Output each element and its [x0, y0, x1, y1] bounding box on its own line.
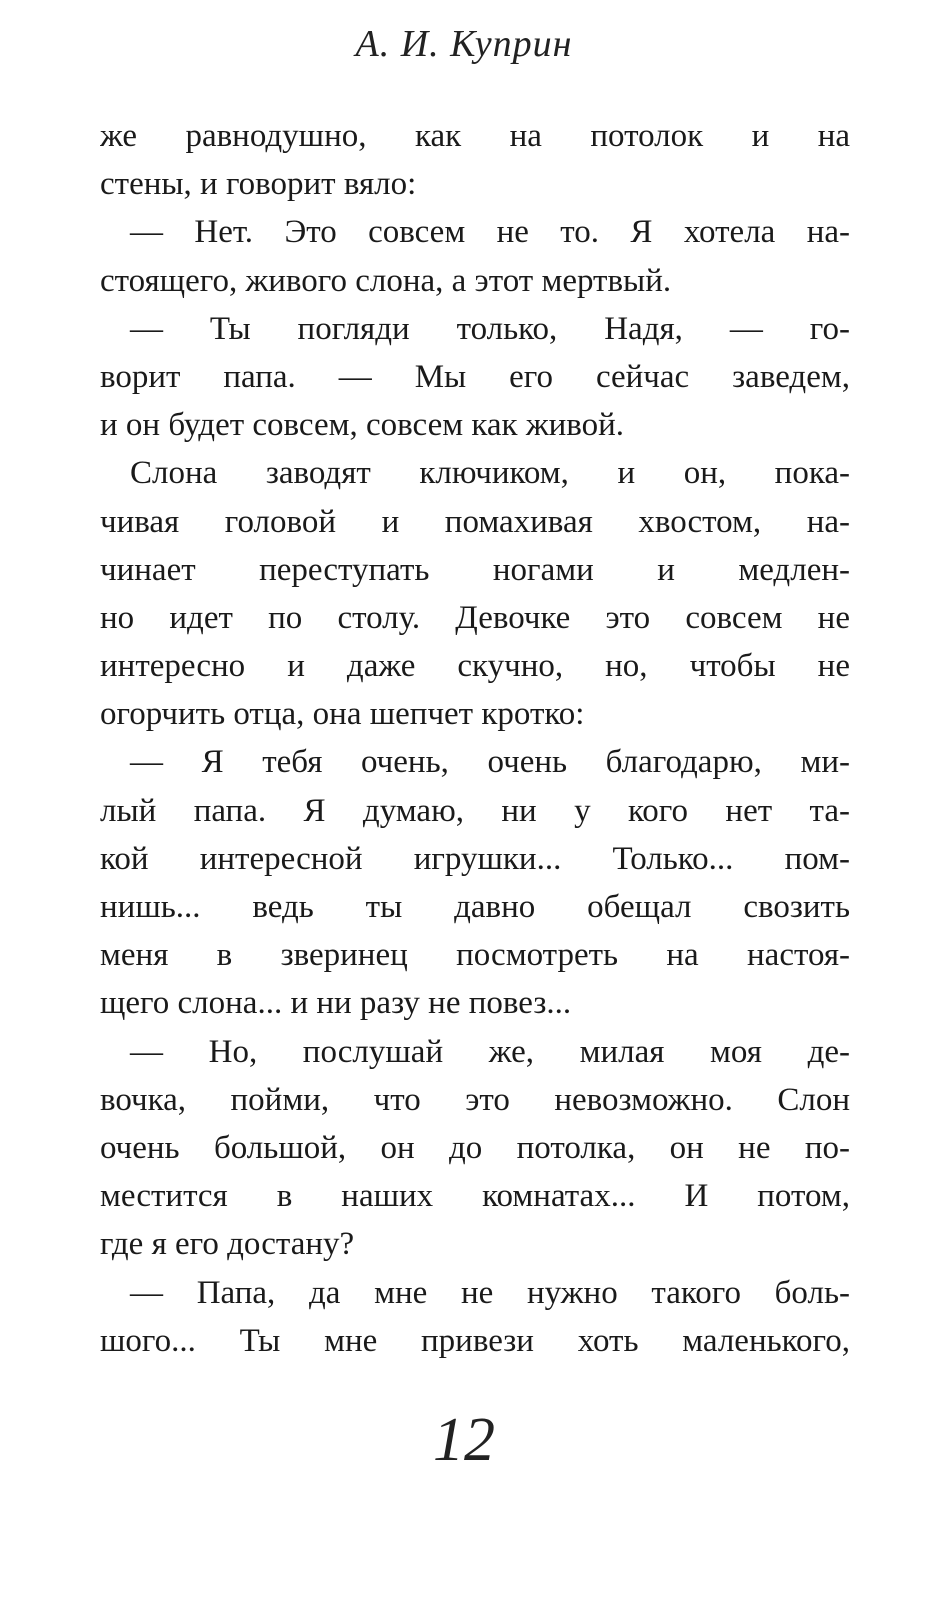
- text-line: лый папа. Я думаю, ни у кого нет та-: [100, 792, 850, 829]
- text-line: вочка, пойми, что это невозможно. Слон: [100, 1081, 850, 1118]
- text-line: интересно и даже скучно, но, чтобы не: [100, 648, 850, 685]
- running-header-author: А. И. Куприн: [355, 23, 573, 65]
- text-line: местится в наших комнатах... И потом,: [100, 1178, 850, 1215]
- text-line: огорчить отца, она шепчет кротко:: [100, 696, 585, 733]
- text-line: но идет по столу. Девочке это совсем не: [100, 599, 850, 636]
- text-line: стоящего, живого слона, а этот мертвый.: [100, 262, 672, 299]
- text-line: меня в зверинец посмотреть на настоя-: [100, 937, 850, 974]
- text-line: Слона заводят ключиком, и он, пока-: [130, 455, 850, 492]
- text-line: где я его достану?: [100, 1226, 355, 1263]
- page-number: 12: [433, 1406, 495, 1474]
- text-line: и он будет совсем, совсем как живой.: [100, 407, 625, 444]
- text-line: ворит папа. — Мы его сейчас заведем,: [100, 358, 850, 395]
- text-line: кой интересной игрушки... Только... пом-: [100, 840, 850, 877]
- text-line: стены, и говорит вяло:: [100, 166, 417, 203]
- text-line: — Я тебя очень, очень благодарю, ми-: [130, 744, 850, 781]
- text-line: — Но, послушай же, милая моя де-: [130, 1033, 850, 1070]
- text-line: чивая головой и помахивая хвостом, на-: [100, 503, 850, 540]
- text-line: нишь... ведь ты давно обещал свозить: [100, 889, 850, 925]
- text-line: шого... Ты мне привези хоть маленького,: [100, 1322, 850, 1359]
- text-line: очень большой, он до потолка, он не по-: [100, 1129, 850, 1166]
- text-line: — Ты погляди только, Надя, — го-: [130, 310, 850, 347]
- text-line: же равнодушно, как на потолок и на: [100, 118, 850, 154]
- text-line: — Папа, да мне не нужно такого боль-: [130, 1274, 850, 1311]
- text-line: чинает переступать ногами и медлен-: [100, 551, 850, 588]
- text-line: щего слона... и ни разу не повез...: [100, 985, 572, 1022]
- text-line: — Нет. Это совсем не то. Я хотела на-: [130, 214, 850, 251]
- body-text: [100, 112, 850, 1365]
